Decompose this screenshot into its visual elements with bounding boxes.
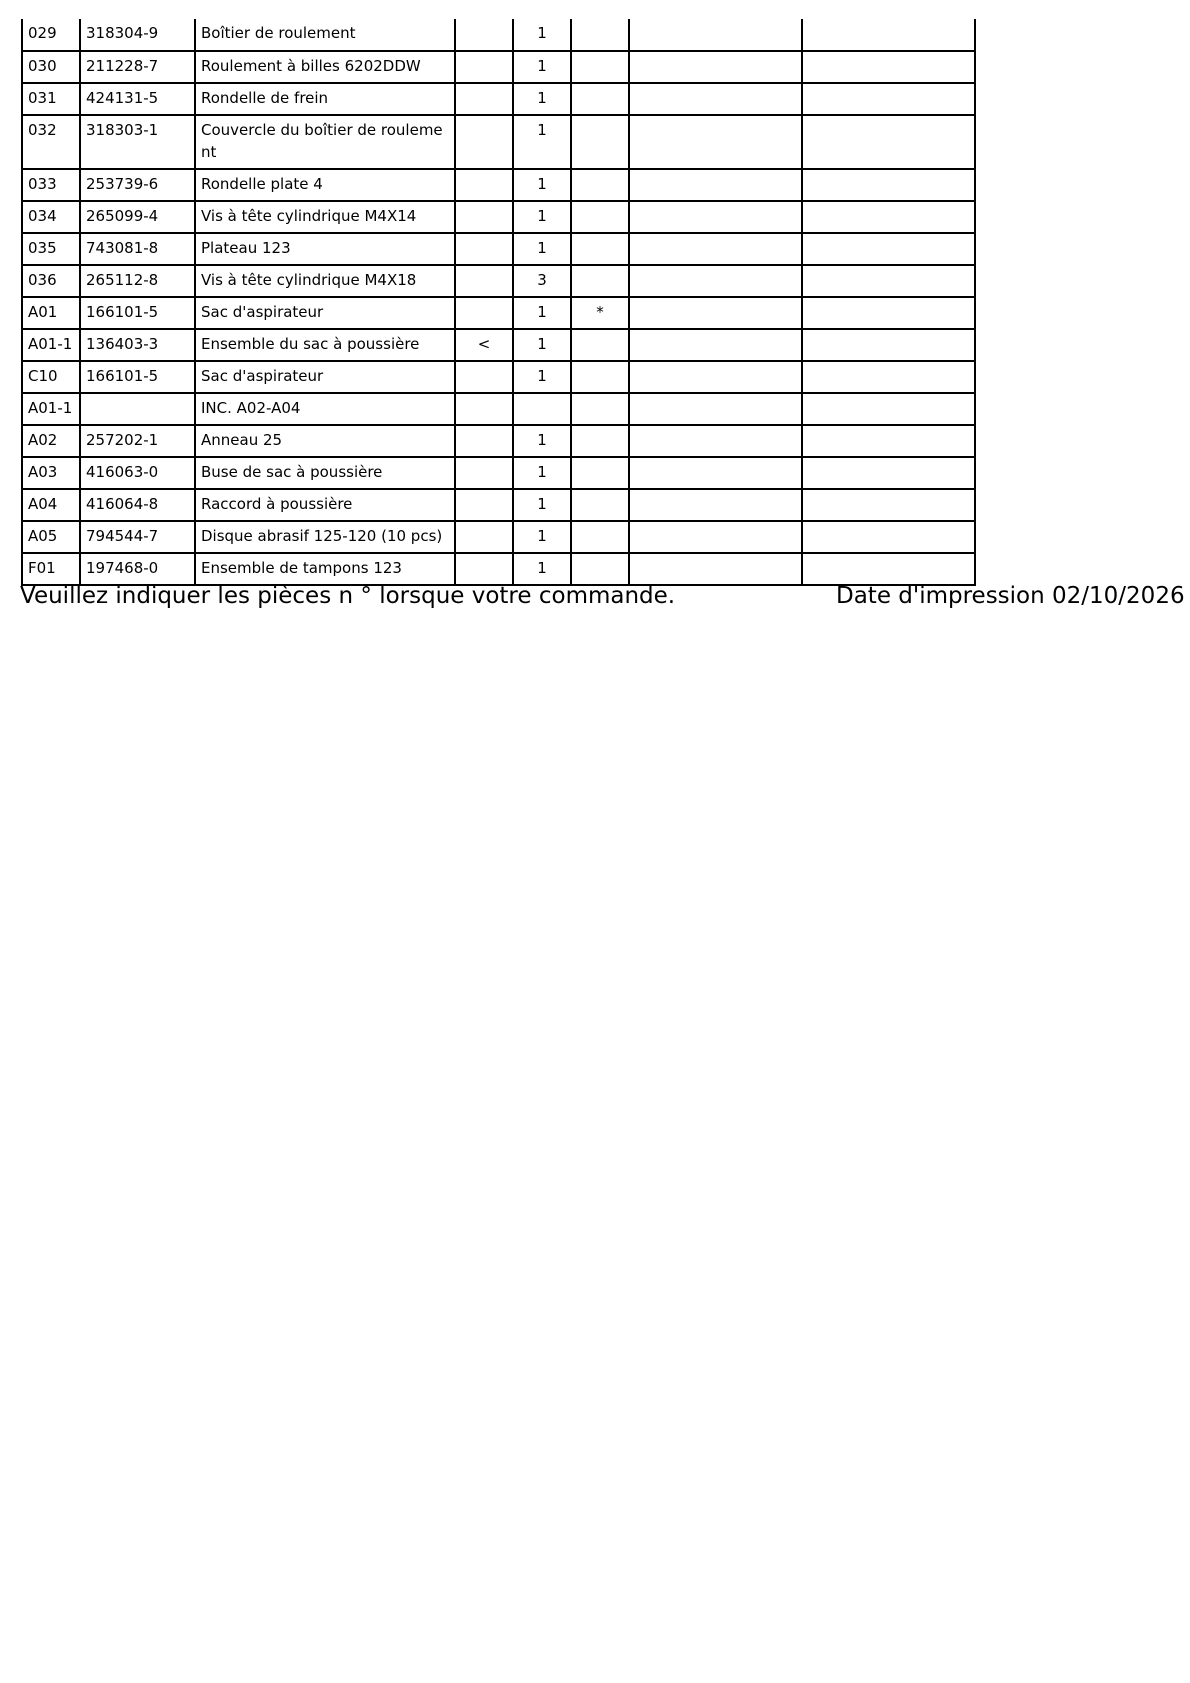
quantity-cell: 1 [513, 329, 571, 361]
quantity-cell: 3 [513, 265, 571, 297]
quantity-cell [513, 393, 571, 425]
description-cell: Sac d'aspirateur [195, 361, 455, 393]
item-number-cell: A01 [22, 297, 80, 329]
table-row [22, 19, 975, 51]
empty-cell [802, 51, 975, 83]
table-row [22, 51, 975, 83]
item-number-cell: 033 [22, 169, 80, 201]
empty-cell [802, 425, 975, 457]
mark-cell [455, 457, 513, 489]
note-cell [571, 201, 629, 233]
description-cell: Raccord à poussière [195, 489, 455, 521]
item-number-cell: A01-1 [22, 329, 80, 361]
empty-cell [802, 83, 975, 115]
description-cell: Couvercle du boîtier de rouleme nt [195, 115, 455, 169]
mark-cell [455, 201, 513, 233]
description-cell: Disque abrasif 125-120 (10 pcs) [195, 521, 455, 553]
print-date: Date d'impression 02/10/2026 [836, 583, 1185, 609]
mark-cell [455, 489, 513, 521]
empty-cell [802, 115, 975, 169]
item-number-cell: 032 [22, 115, 80, 169]
empty-cell [802, 361, 975, 393]
note-cell: * [571, 297, 629, 329]
table-row [22, 489, 975, 521]
empty-cell [802, 265, 975, 297]
empty-cell [629, 19, 802, 51]
quantity-cell: 1 [513, 169, 571, 201]
part-number-cell: 424131-5 [80, 83, 195, 115]
item-number-cell: A02 [22, 425, 80, 457]
part-number-cell: 318303-1 [80, 115, 195, 169]
item-number-cell: 036 [22, 265, 80, 297]
description-cell: Vis à tête cylindrique M4X18 [195, 265, 455, 297]
item-number-cell: 030 [22, 51, 80, 83]
mark-cell [455, 361, 513, 393]
empty-cell [629, 201, 802, 233]
part-number-cell: 265112-8 [80, 265, 195, 297]
empty-cell [629, 115, 802, 169]
mark-cell [455, 233, 513, 265]
table-row [22, 115, 975, 169]
item-number-cell: 035 [22, 233, 80, 265]
quantity-cell: 1 [513, 489, 571, 521]
empty-cell [802, 521, 975, 553]
description-cell: Ensemble du sac à poussière [195, 329, 455, 361]
quantity-cell: 1 [513, 19, 571, 51]
description-cell: Rondelle plate 4 [195, 169, 455, 201]
empty-cell [629, 233, 802, 265]
quantity-cell: 1 [513, 83, 571, 115]
item-number-cell: 031 [22, 83, 80, 115]
description-cell: Ensemble de tampons 123 [195, 553, 455, 585]
empty-cell [802, 201, 975, 233]
description-cell: Vis à tête cylindrique M4X14 [195, 201, 455, 233]
note-cell [571, 521, 629, 553]
note-cell [571, 361, 629, 393]
quantity-cell: 1 [513, 115, 571, 169]
description-cell: Anneau 25 [195, 425, 455, 457]
table-row [22, 83, 975, 115]
table-row [22, 329, 975, 361]
part-number-cell: 166101-5 [80, 297, 195, 329]
table-row [22, 361, 975, 393]
empty-cell [629, 425, 802, 457]
empty-cell [802, 457, 975, 489]
empty-cell [802, 169, 975, 201]
empty-cell [629, 489, 802, 521]
empty-cell [629, 457, 802, 489]
part-number-cell: 197468-0 [80, 553, 195, 585]
empty-cell [629, 361, 802, 393]
description-cell: Roulement à billes 6202DDW [195, 51, 455, 83]
note-cell [571, 553, 629, 585]
description-cell: Buse de sac à poussière [195, 457, 455, 489]
mark-cell [455, 169, 513, 201]
description-cell: Boîtier de roulement [195, 19, 455, 51]
description-cell: Rondelle de frein [195, 83, 455, 115]
quantity-cell: 1 [513, 553, 571, 585]
mark-cell [455, 521, 513, 553]
empty-cell [802, 393, 975, 425]
empty-cell [629, 329, 802, 361]
part-number-cell: 265099-4 [80, 201, 195, 233]
empty-cell [802, 297, 975, 329]
description-cell: Plateau 123 [195, 233, 455, 265]
note-cell [571, 329, 629, 361]
item-number-cell: A05 [22, 521, 80, 553]
description-cell: Sac d'aspirateur [195, 297, 455, 329]
empty-cell [629, 83, 802, 115]
mark-cell [455, 265, 513, 297]
empty-cell [629, 169, 802, 201]
empty-cell [802, 233, 975, 265]
table-row [22, 169, 975, 201]
quantity-cell: 1 [513, 457, 571, 489]
note-cell [571, 233, 629, 265]
note-cell [571, 457, 629, 489]
note-cell [571, 265, 629, 297]
table-row [22, 297, 975, 329]
empty-cell [629, 393, 802, 425]
quantity-cell: 1 [513, 233, 571, 265]
order-note: Veuillez indiquer les pièces n ° lorsque votre commande. [20, 583, 676, 609]
part-number-cell: 166101-5 [80, 361, 195, 393]
mark-cell [455, 19, 513, 51]
part-number-cell: 416064-8 [80, 489, 195, 521]
item-number-cell: C10 [22, 361, 80, 393]
mark-cell: < [455, 329, 513, 361]
empty-cell [802, 19, 975, 51]
item-number-cell: A03 [22, 457, 80, 489]
item-number-cell: A01-1 [22, 393, 80, 425]
note-cell [571, 425, 629, 457]
part-number-cell: 211228-7 [80, 51, 195, 83]
mark-cell [455, 425, 513, 457]
note-cell [571, 169, 629, 201]
item-number-cell: A04 [22, 489, 80, 521]
empty-cell [629, 521, 802, 553]
parts-table-body [22, 19, 975, 585]
part-number-cell: 253739-6 [80, 169, 195, 201]
note-cell [571, 51, 629, 83]
part-number-cell: 794544-7 [80, 521, 195, 553]
empty-cell [802, 489, 975, 521]
note-cell [571, 393, 629, 425]
quantity-cell: 1 [513, 297, 571, 329]
mark-cell [455, 83, 513, 115]
item-number-cell: F01 [22, 553, 80, 585]
item-number-cell: 029 [22, 19, 80, 51]
empty-cell [802, 329, 975, 361]
part-number-cell: 318304-9 [80, 19, 195, 51]
mark-cell [455, 115, 513, 169]
quantity-cell: 1 [513, 425, 571, 457]
empty-cell [629, 553, 802, 585]
part-number-cell [80, 393, 195, 425]
quantity-cell: 1 [513, 51, 571, 83]
empty-cell [802, 553, 975, 585]
quantity-cell: 1 [513, 201, 571, 233]
mark-cell [455, 553, 513, 585]
empty-cell [629, 265, 802, 297]
table-row [22, 521, 975, 553]
empty-cell [629, 51, 802, 83]
table-row [22, 457, 975, 489]
mark-cell [455, 297, 513, 329]
part-number-cell: 136403-3 [80, 329, 195, 361]
part-number-cell: 743081-8 [80, 233, 195, 265]
table-row [22, 265, 975, 297]
note-cell [571, 115, 629, 169]
note-cell [571, 489, 629, 521]
parts-table [21, 19, 976, 586]
table-row [22, 233, 975, 265]
quantity-cell: 1 [513, 361, 571, 393]
part-number-cell: 257202-1 [80, 425, 195, 457]
mark-cell [455, 51, 513, 83]
table-row [22, 201, 975, 233]
description-cell: INC. A02-A04 [195, 393, 455, 425]
quantity-cell: 1 [513, 521, 571, 553]
item-number-cell: 034 [22, 201, 80, 233]
table-row [22, 393, 975, 425]
note-cell [571, 19, 629, 51]
part-number-cell: 416063-0 [80, 457, 195, 489]
empty-cell [629, 297, 802, 329]
table-row [22, 553, 975, 585]
table-row [22, 425, 975, 457]
mark-cell [455, 393, 513, 425]
note-cell [571, 83, 629, 115]
